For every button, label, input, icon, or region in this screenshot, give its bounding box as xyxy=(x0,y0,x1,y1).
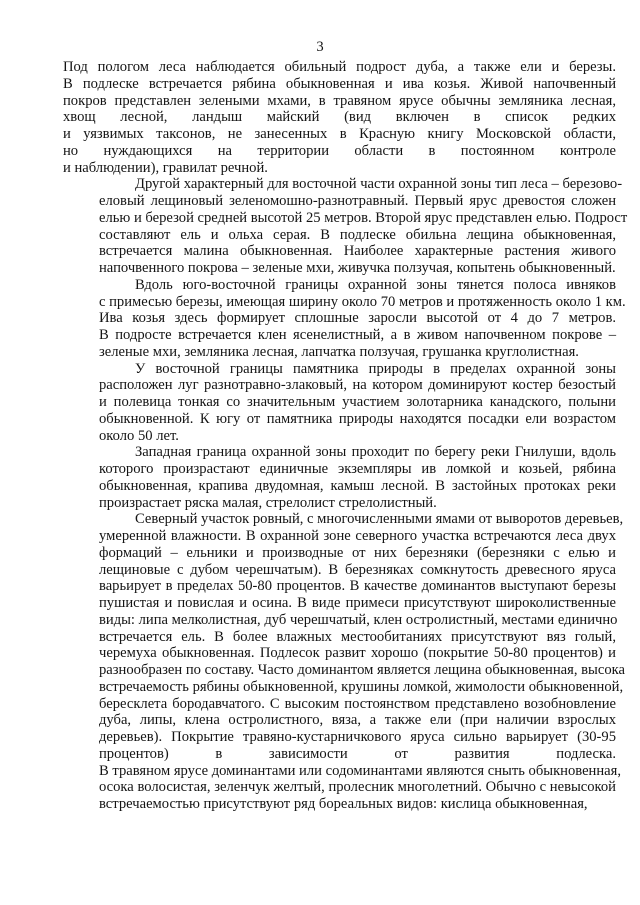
text-line: зеленые мхи, земляника лесная, лапчатка ползучая, грушанка круглолистная. xyxy=(99,343,579,360)
text-line: с примесью березы, имеющая ширину около 70 метров и протяженность около 1 км. xyxy=(99,293,626,310)
text-line: встречается ель. В более влажных местообитаниях присутствуют вяз голый, xyxy=(99,628,616,645)
text-line: бересклета бородавчатого. С высоким постоянством представлено возобновление xyxy=(99,695,616,712)
text-line: покров представлен зелеными мхами, в травяном ярусе обычны земляника лесная, xyxy=(63,92,616,109)
text-line: В подлеске встречается рябина обыкновенная и ива козья. Живой напочвенный xyxy=(63,75,616,92)
text-line: варьирует в пределах 50-80 процентов. В качестве доминантов выступают березы xyxy=(99,578,616,595)
text-line: процентов) в зависимости от развития подлеска. xyxy=(99,745,616,762)
text-line: хвощ лесной, ландыш майский (вид включен в список редких xyxy=(63,109,616,126)
text-line: обыкновенная, крапива двудомная, камыш лесной. В застойных протоках реки xyxy=(99,477,616,494)
text-line: встречается малина обыкновенная. Наиболее характерные растения живого xyxy=(99,243,616,260)
text-line: и наблюдении), гравилат речной. xyxy=(63,159,268,176)
text-line: У восточной границы памятника природы в пределах охранной зоны xyxy=(135,360,616,377)
text-line: обыкновенной. К югу от памятника природы находятся посадки ели возрастом xyxy=(99,410,616,427)
paragraph xyxy=(63,276,626,361)
text-line: осока волосистая, зеленчук желтый, пролесник многолетний. Обычно с невысокой xyxy=(99,779,616,796)
text-line: и уязвимых таксонов, не занесенных в Красную книгу Московской области, xyxy=(63,126,616,142)
text-line: и полевица тонкая со значительным участием золотарника канадского, полыни xyxy=(99,394,616,410)
paragraph xyxy=(63,361,616,445)
text-line: разнообразен по составу. Часто доминантом является лещина обыкновенная, высока xyxy=(99,662,625,678)
text-line: формаций – ельники и производные от них березняки (березняки с елью и xyxy=(99,544,616,561)
text-line: В травяном ярусе доминантами или содоминантами являются сныть обыкновенная, xyxy=(99,762,622,779)
text-line: елью и березой средней высотой 25 метров. Второй ярус представлен елью. Подрост xyxy=(99,209,628,226)
paragraph xyxy=(63,59,616,176)
text-line: умеренной влажности. В охранной зоне северного участка встречаются леса двух xyxy=(99,528,616,544)
text-line: деревьев). Покрытие травяно-кустарничкового яруса сильно варьирует (30-95 xyxy=(99,729,616,745)
text-line: черемуха обыкновенная. Подлесок развит хорошо (покрытие 50-80 процентов) и xyxy=(99,645,616,662)
text-line: Ива козья здесь формирует сплошные заросли высотой от 4 до 7 метров. xyxy=(99,310,616,327)
text-line: Вдоль юго-восточной границы охранной зоны тянется полоса ивняков xyxy=(135,276,616,293)
paragraph xyxy=(63,444,616,511)
text-line: еловый лещиновый зеленомошно-разнотравный. Первый ярус древостоя сложен xyxy=(99,193,616,209)
page-number: 3 xyxy=(316,39,324,55)
text-line: пушистая и повислая и осина. В виде примеси присутствуют широколиственные xyxy=(99,595,616,611)
text-line: лещиновые с дубом черешчатым). В березняках сомкнутость древесного яруса xyxy=(99,561,616,578)
paragraph xyxy=(63,176,628,277)
text-line: виды: липа мелколистная, дуб черешчатый, клен остролистный, местами единично xyxy=(99,611,618,628)
text-line: дуба, липы, клена остролистного, вяза, а также ели (при наличии взрослых xyxy=(99,712,616,729)
text-line: произрастает ряска малая, стрелолист стрелолистный. xyxy=(99,494,437,511)
text-line: составляют ель и ольха серая. В подлеске обильна лещина обыкновенная, xyxy=(99,226,616,243)
text-line: напочвенного покрова – зеленые мхи, живучка ползучая, копытень обыкновенный. xyxy=(99,260,616,276)
text-line: Северный участок ровный, с многочисленными ямами от выворотов деревьев, xyxy=(135,511,624,528)
text-line: которого произрастают единичные экземпляры ив ломкой и козьей, рябина xyxy=(99,461,616,477)
text-line: встречаемость рябины обыкновенной, крушины ломкой, жимолости обыкновенной, xyxy=(99,678,624,695)
document-body xyxy=(63,59,628,813)
text-line: Под пологом леса наблюдается обильный подрост дуба, а также ели и березы. xyxy=(63,59,616,75)
text-line: Западная граница охранной зоны проходит по берегу реки Гнилуши, вдоль xyxy=(135,444,616,461)
text-line: встречаемостью присутствуют ряд бореальных видов: кислица обыкновенная, xyxy=(99,796,588,812)
text-line: В подросте встречается клен ясенелистный, а в живом напочвенном покрове – xyxy=(99,327,616,343)
text-line: но нуждающихся на территории области в постоянном контроле xyxy=(63,142,616,159)
text-line: около 50 лет. xyxy=(99,427,179,444)
text-line: Другой характерный для восточной части охранной зоны тип леса – березово- xyxy=(135,176,623,193)
paragraph xyxy=(63,511,625,813)
text-line: расположен луг разнотравно-злаковый, на котором доминируют костер безостый xyxy=(99,377,616,394)
